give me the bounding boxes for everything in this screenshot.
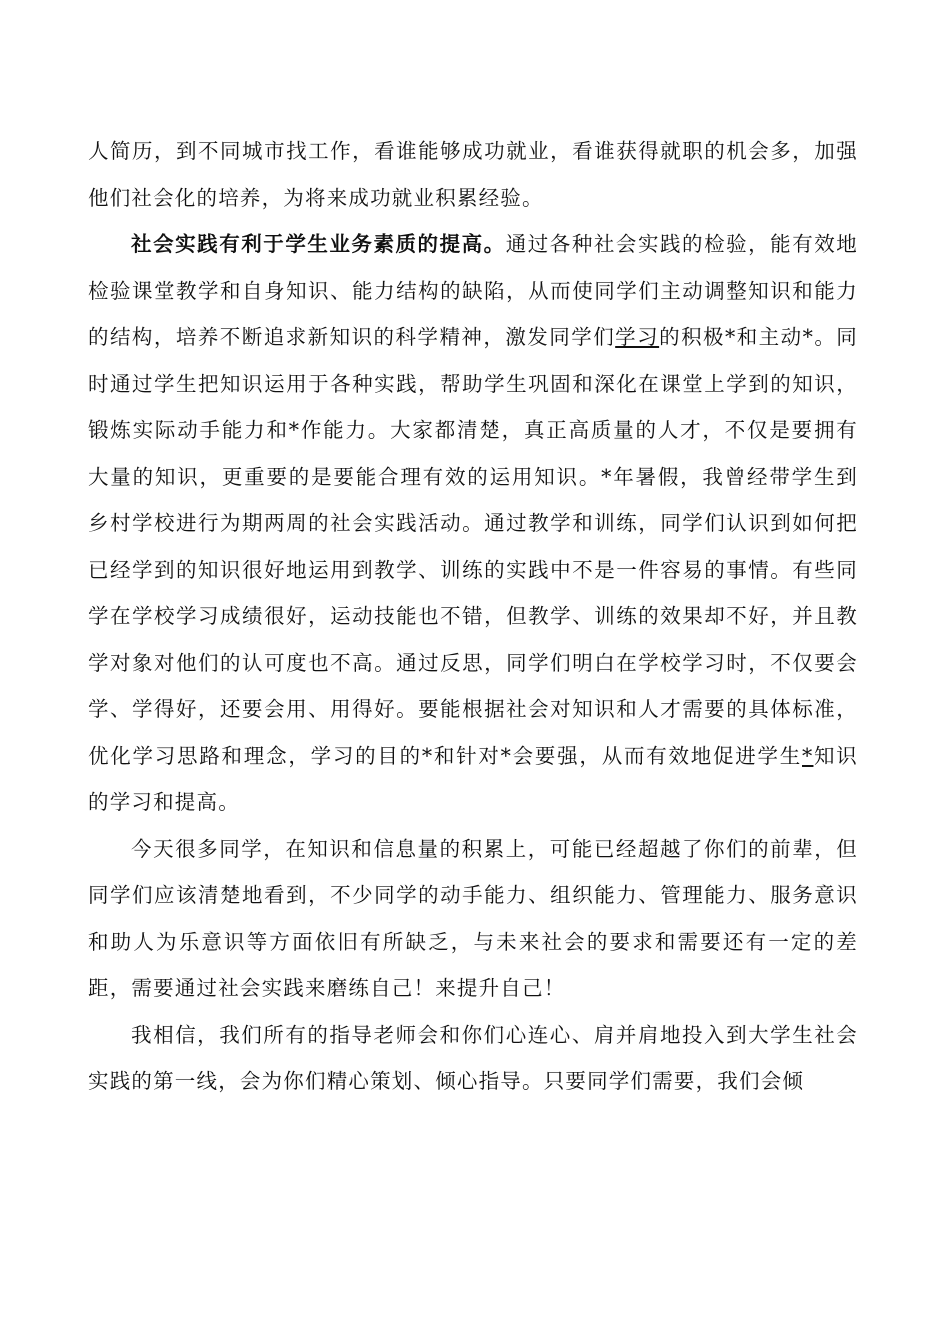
paragraph-text-segment: 通过各种社会实践的检验，能有效地检验课堂教学和自身知识、能力结构的缺陷，从而使同学们主动调整知识和能力的结构，培养不断追求新知识的科学精神，激发同学们 — [88, 232, 859, 349]
paragraph-text: 我相信，我们所有的指导老师会和你们心连心、肩并肩地投入到大学生社会实践的第一线，会为你们精心策划、倾心指导。只要同学们需要，我们会倾 — [88, 1022, 858, 1093]
paragraph-bold-lead: 社会实践有利于学生业务素质的提高。 — [131, 232, 506, 256]
underlined-word: 学习 — [615, 325, 660, 349]
paragraph-text-segment: 的积极*和主动*。同时通过学生把知识运用于各种实践，帮助学生巩固和深化在课堂上学到的知识，锻炼实际动手能力和*作能力。大家都清楚，真正高质量的人才，不仅是要拥有大量的知识，更重要的是要能合理有效的运用知识。*年暑假，我曾经带学生到乡村学校进行为期两周的社会实践活动。通过教学和训练，同学们认识到如何把已经学到的知识很好地运用到教学、训练的实践中不是一件容易的事情。有些同学在学校学习成绩很好，运动技能也不错，但教学、训练的效果却不好，并且教学对象对他们的认可度也不高。通过反思，同学们明白在学校学习时，不仅要会学、学得好，还要会用、用得好。要能根据社会对知识和人才需要的具体标准，优化学习思路和理念，学习的目的*和针对*会要强，从而有效地促进学生 — [88, 325, 858, 768]
paragraph-practice-quality — [88, 221, 858, 826]
document-body — [88, 128, 858, 1105]
paragraph-continuation — [88, 128, 858, 221]
paragraph-text: 人简历，到不同城市找工作，看谁能够成功就业，看谁获得就职的机会多，加强他们社会化的培养，为将来成功就业积累经验。 — [88, 139, 858, 210]
paragraph-text-segment: 知识的学习和提高。 — [88, 743, 858, 814]
paragraph-text: 今天很多同学，在知识和信息量的积累上，可能已经超越了你们的前辈，但同学们应该清楚地看到，不少同学的动手能力、组织能力、管理能力、服务意识和助人为乐意识等方面依旧有所缺乏，与未来社会的要求和需要还有一定的差距，需要通过社会实践来磨练自己！来提升自己！ — [88, 836, 858, 1000]
paragraph-teachers — [88, 1012, 858, 1105]
underlined-mark: * — [802, 743, 814, 768]
paragraph-students-today — [88, 826, 858, 1012]
